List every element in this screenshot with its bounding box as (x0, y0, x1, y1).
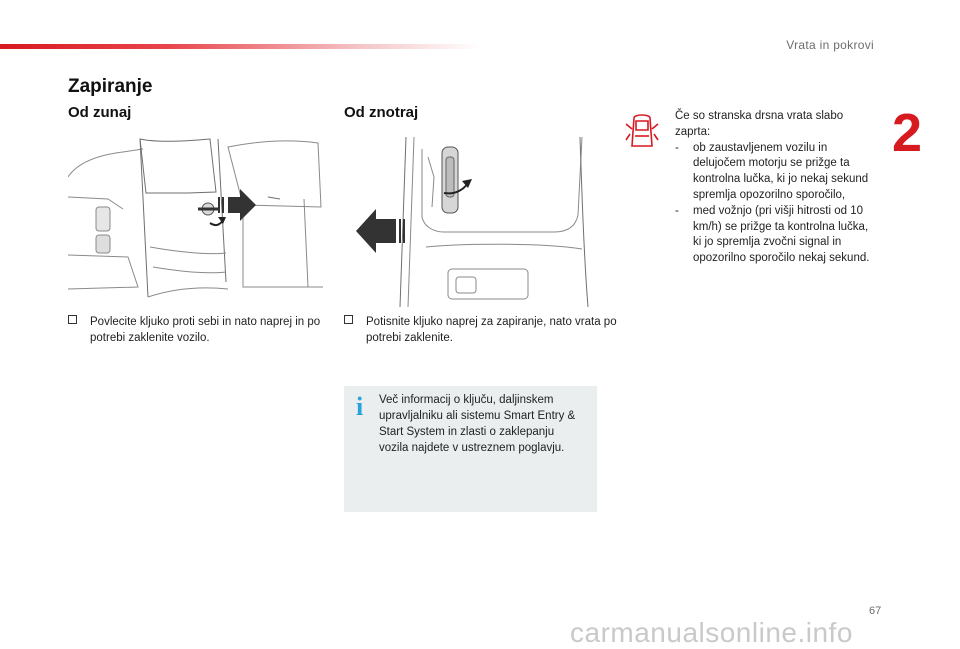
chapter-title: Vrata in pokrovi (786, 38, 874, 52)
warning-item: - med vožnjo (pri višji hitrosti od 10 km/h) se prižge ta kontrolna lučka, ki jo spremlja zvočni signal in opozorilno sporočilo nekaj sekund. (675, 204, 875, 267)
page-number: 67 (869, 605, 882, 617)
door-open-warning-icon (625, 112, 659, 150)
inside-step-text: Potisnite kljuko naprej za zapiranje, nato vrata po potrebi zaklenite. (366, 316, 617, 344)
warning-text (675, 109, 875, 267)
step-checkbox-icon (344, 315, 353, 324)
warning-item: - ob zaustavljenem vozilu in delujočem motorju se prižge ta kontrolna lučka, ki jo nekaj sekund spremlja opozorilno sporočilo, (675, 141, 875, 204)
inside-door-illustration (344, 137, 596, 307)
outside-step-text: Povlecite kljuko proti sebi in nato naprej in po potrebi zaklenite vozilo. (90, 316, 321, 344)
chapter-number: 2 (892, 103, 923, 163)
outside-step (68, 314, 345, 346)
header-accent-bar (0, 44, 480, 49)
info-box (344, 386, 597, 512)
inside-title: Od znotraj (344, 104, 419, 121)
inside-step (344, 314, 618, 346)
watermark: carmanualsonline.info (570, 617, 853, 648)
outside-title: Od zunaj (68, 104, 132, 121)
warning-intro: Če so stranska drsna vrata slabo zaprta: (675, 110, 844, 138)
section-title: Zapiranje (68, 76, 153, 97)
outside-door-illustration (68, 137, 323, 307)
info-icon: i (356, 392, 364, 421)
step-checkbox-icon (68, 315, 77, 324)
info-text: Več informacij o ključu, daljinskem upravljalniku ali sistemu Smart Entry & Start System in zlasti o zaklepanju vozila najdete v ustreznem poglavju. (379, 394, 576, 454)
warning-list (675, 141, 875, 267)
